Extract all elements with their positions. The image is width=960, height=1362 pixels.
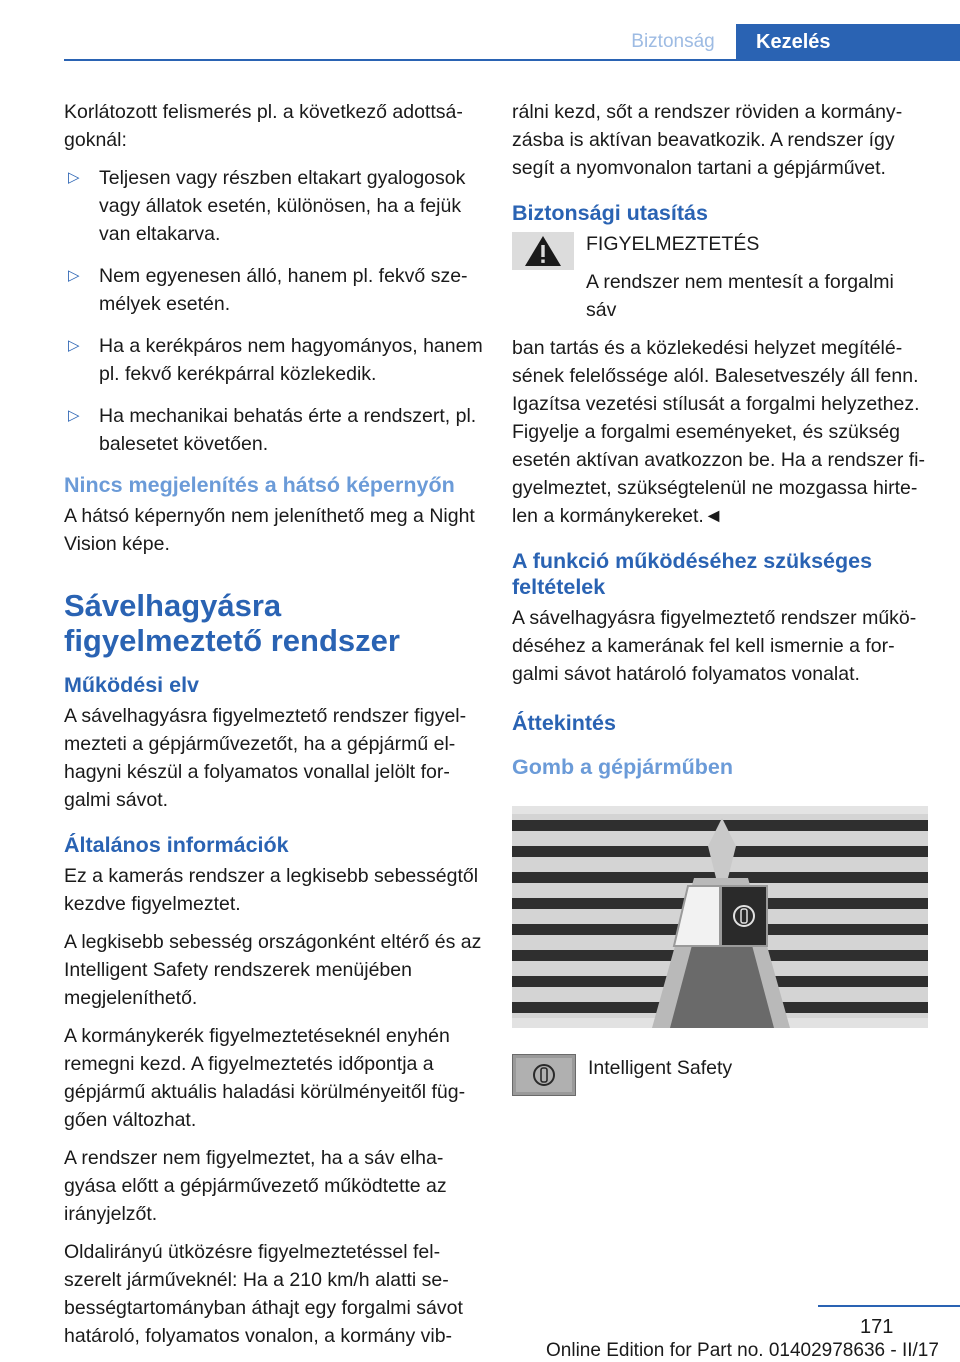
limitation-list (64, 164, 484, 458)
list-item: ▷ Ha mechanikai behatás érte a rendszert, pl. balesetet követően. (64, 402, 484, 458)
paragraph-conditions: A sávelhagyásra figyelmeztető rendszer működéséhez a kamerának fel kell ismernie a forgalmi sávot határoló folyamatos vonalat. (512, 607, 917, 685)
intro-text: Korlátozott felismerés pl. a következő adottságoknál: (64, 101, 463, 151)
paragraph-principle: A sávelhagyásra figyelmeztető rendszer figyelmezteti a gépjárművezetőt, ha a gépjármű elhagyni készül a folyamatos vonallal jelölt forgalmi sávot. (64, 705, 467, 811)
intelligent-safety-label: Intelligent Safety (588, 1057, 733, 1079)
heading-no-display: Nincs megjelenítés a hátsó képernyőn (64, 473, 455, 497)
heading-safety: Biztonsági utasítás (512, 201, 708, 225)
button-legend-row (512, 1054, 928, 1104)
paragraph-no-display: A hátsó képernyőn nem jeleníthető meg a Night Vision képe. (64, 505, 475, 555)
header-rule (64, 59, 960, 61)
paragraph-general: A kormánykerék figyelmeztetéseknél enyhén remegni kezd. A figyelmeztetés időpontja a gépjármű aktuális haladási körülményeitől függően változhat. (64, 1025, 466, 1131)
edition-text: Online Edition for Part no. 01402978636 - II/17 (546, 1340, 939, 1361)
paragraph-continued: rálni kezd, sőt a rendszer röviden a kormányzásba is aktívan beavatkozik. A rendszer így segít a nyomvonalon tartani a gépjárművet. (512, 101, 903, 179)
warning-first-line: A rendszer nem mentesít a forgalmi sáv (586, 271, 894, 321)
right-column (512, 98, 928, 1104)
paragraph-general: A rendszer nem figyelmeztet, ha a sáv elhagyása előtt a gépjárművezető működtette az irányjelzőt. (64, 1147, 447, 1225)
warning-block (512, 230, 928, 324)
footer-rule (818, 1305, 960, 1307)
bullet-triangle-icon: ▷ (68, 169, 80, 186)
heading-conditions: A funkció működéséhez szükséges feltételek (512, 549, 873, 599)
paragraph-general: Oldalirányú ütközésre figyelmeztetéssel felszerelt járműveknél: Ha a 210 km/h alatti sebességtartományban áthajt egy forgalmi sávot határoló, folyamatos vonalon, a kormány vib- (64, 1241, 463, 1347)
warning-text: ban tartás és a közlekedési helyzet megítélésének felelőssége alól. Balesetveszély áll fenn. Igazítsa vezetési stílusát a forgalmi helyzethez. Figyelje a forgalmi eseményeket, és szükség esetén aktívan avatkozzon be. Ha a rendszer figyelmeztet, szükségtelenül ne mozgassa hirtelen a kormánykereket.◄ (512, 337, 925, 527)
warning-triangle-icon (512, 232, 574, 270)
list-item: ▷ Teljesen vagy részben eltakart gyalogosok vagy állatok esetén, különösen, ha a fejük van eltakarva. (64, 164, 484, 248)
dashboard-button-photo (512, 806, 928, 1028)
list-item: ▷ Ha a kerékpáros nem hagyományos, hanem pl. fekvő kerékpárral közlekedik. (64, 332, 484, 388)
header-section-tab: Biztonság (631, 31, 715, 52)
heading-button-in-vehicle: Gomb a gépjárműben (512, 755, 734, 779)
heading-lane-departure: Sávelhagyásra figyelmeztető rendszer (64, 588, 400, 658)
heading-general-info: Általános információk (64, 833, 289, 857)
heading-principle: Működési elv (64, 673, 200, 697)
heading-overview: Áttekintés (512, 711, 616, 735)
header-chapter-tab: Kezelés (736, 24, 960, 61)
list-item: ▷ Nem egyenesen álló, hanem pl. fekvő személyek esetén. (64, 262, 484, 318)
bullet-triangle-icon: ▷ (68, 407, 80, 424)
intelligent-safety-button-icon (512, 1054, 576, 1096)
bullet-triangle-icon: ▷ (68, 337, 80, 354)
bullet-triangle-icon: ▷ (68, 267, 80, 284)
left-column (64, 98, 484, 1360)
paragraph-general: Ez a kamerás rendszer a legkisebb sebességtől kezdve figyelmeztet. (64, 865, 479, 915)
warning-title: FIGYELMEZTETÉS (586, 233, 760, 255)
paragraph-general: A legkisebb sebesség országonként eltérő és az Intelligent Safety rendszerek menüjében megjeleníthető. (64, 931, 482, 1009)
page-number: 171 (860, 1316, 894, 1338)
